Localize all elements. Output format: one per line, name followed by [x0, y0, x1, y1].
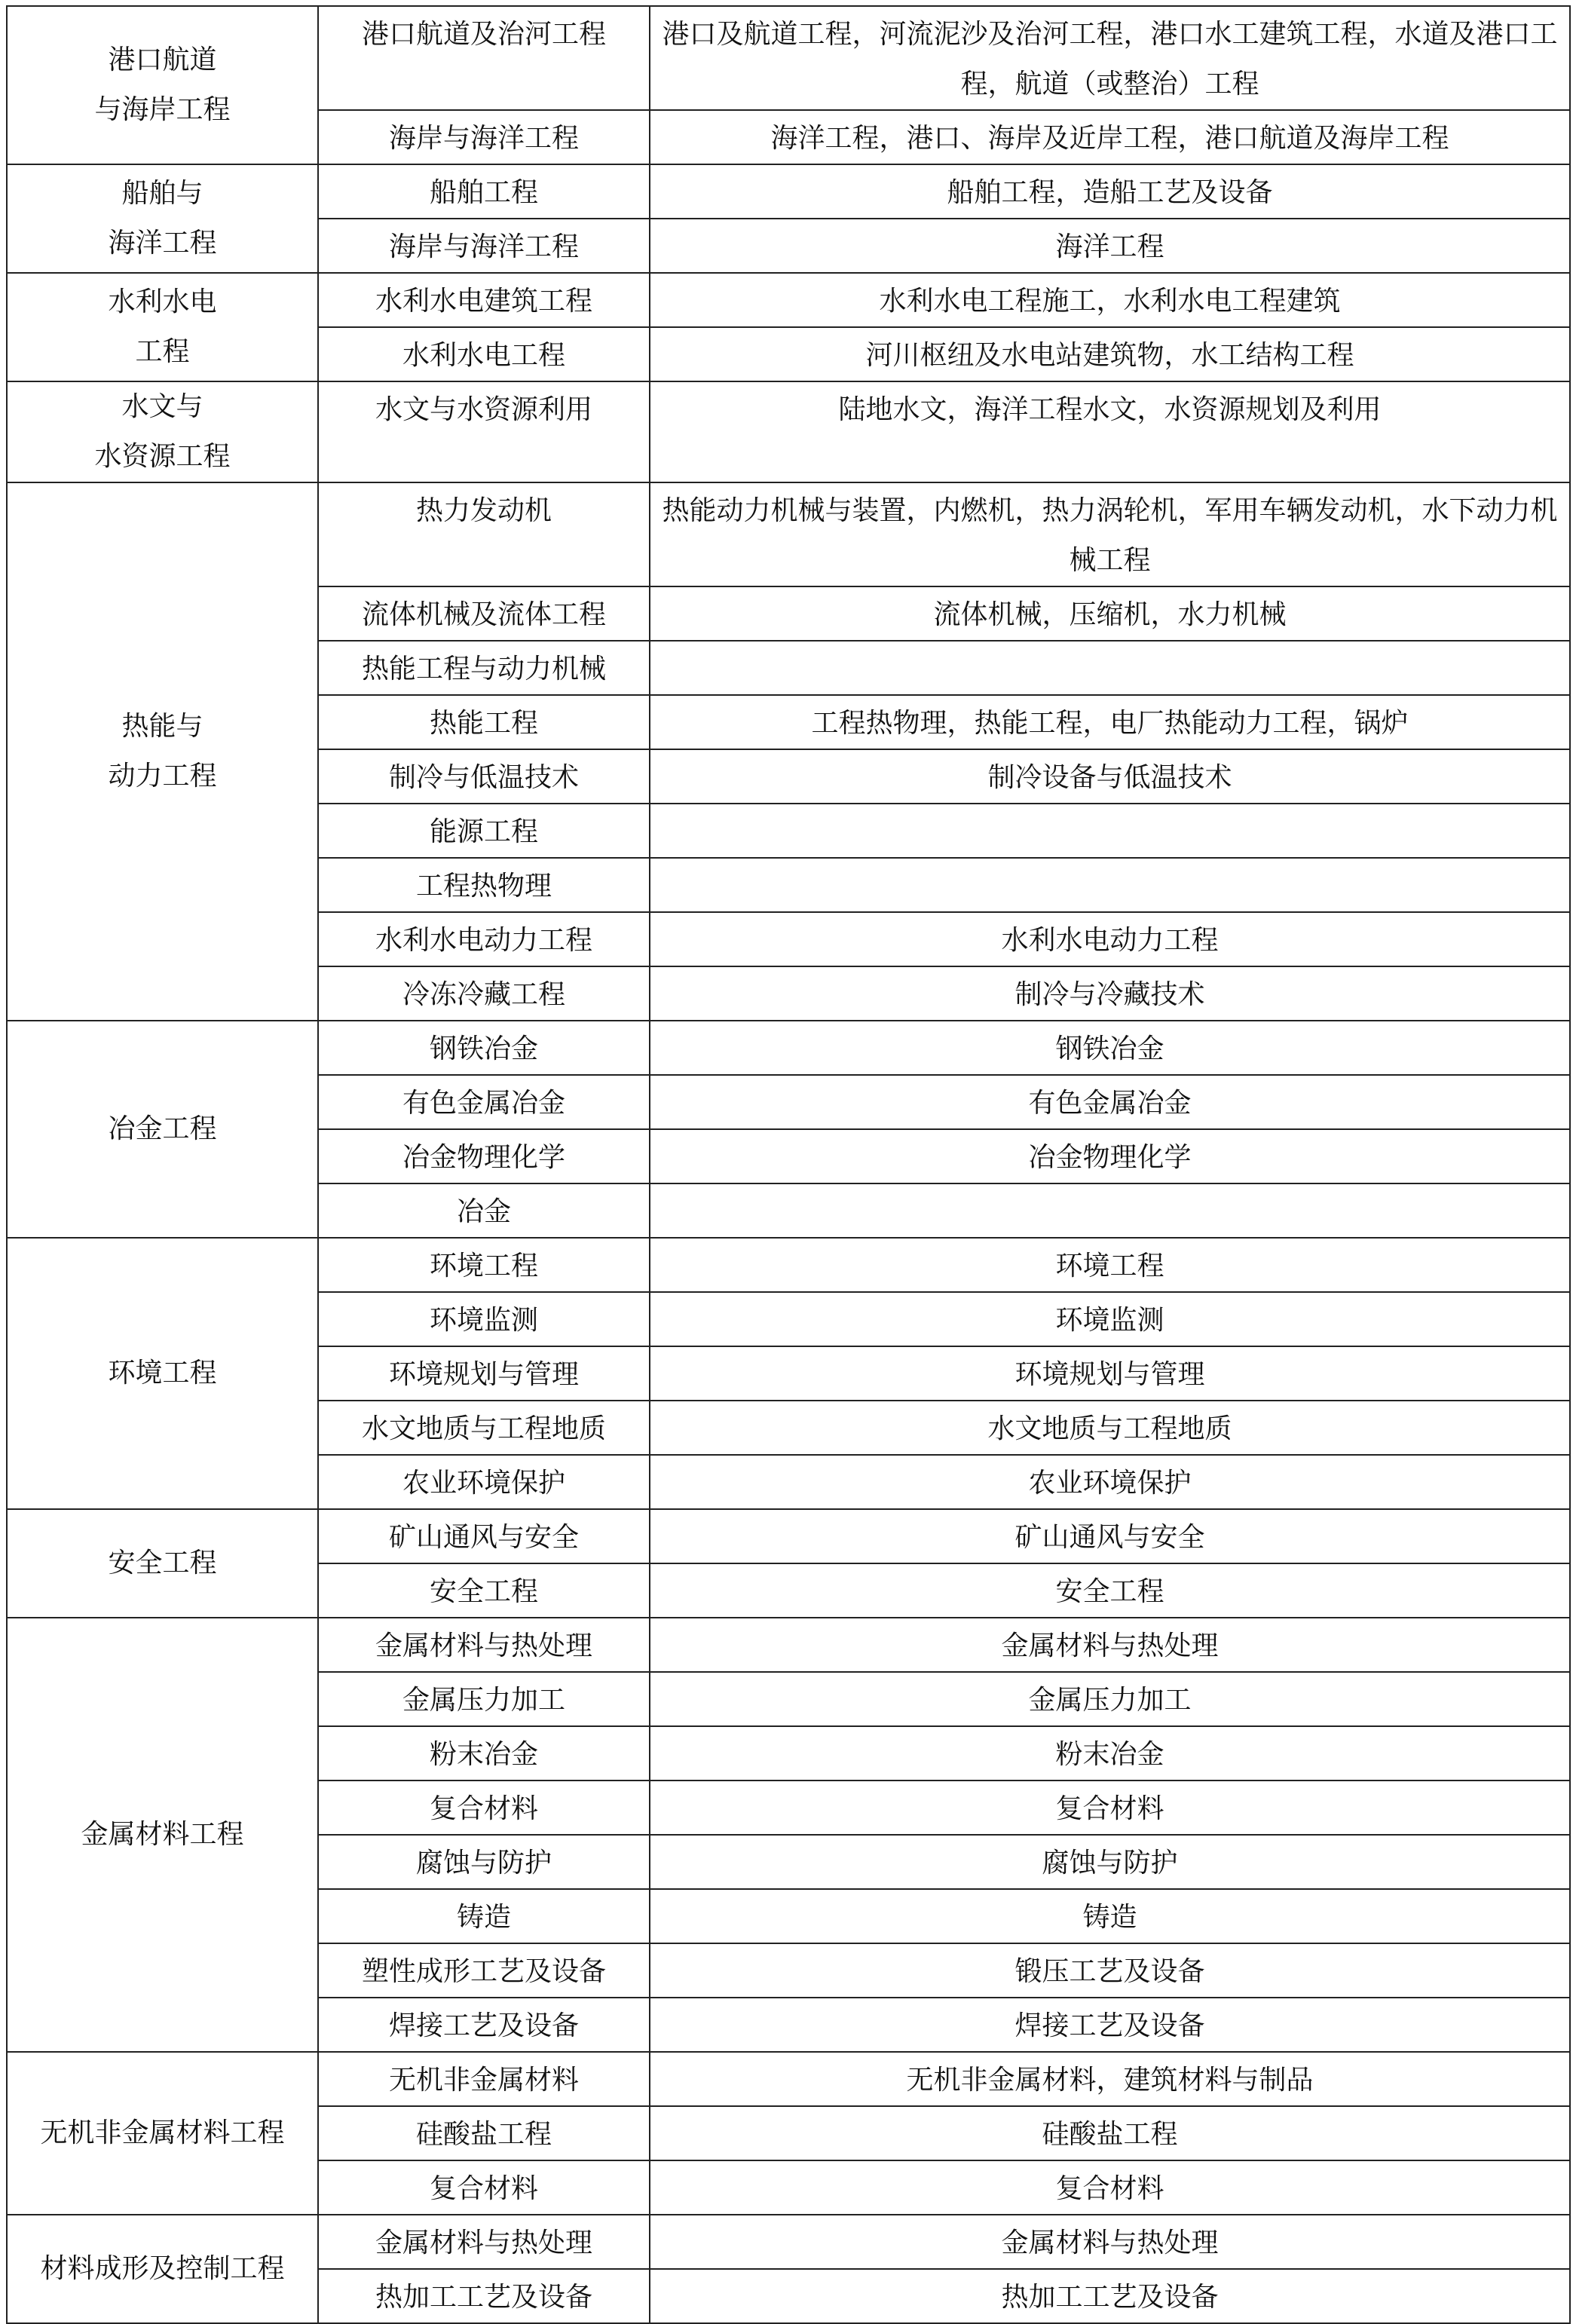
category-cell: 冶金工程 — [7, 1021, 318, 1238]
major-cell: 塑性成形工艺及设备 — [318, 1943, 650, 1998]
table-row — [7, 1509, 1570, 1563]
former-major-cell: 无机非金属材料，建筑材料与制品 — [650, 2052, 1570, 2106]
major-cell: 海岸与海洋工程 — [318, 110, 650, 164]
major-cell: 热能工程 — [318, 695, 650, 749]
major-cell: 复合材料 — [318, 1781, 650, 1835]
former-major-cell: 热加工工艺及设备 — [650, 2269, 1570, 2323]
major-cell: 热力发动机 — [318, 482, 650, 586]
major-cell: 安全工程 — [318, 1563, 650, 1618]
major-cell: 环境工程 — [318, 1238, 650, 1292]
table-row — [7, 1238, 1570, 1292]
major-cell: 流体机械及流体工程 — [318, 586, 650, 641]
table-row — [7, 1021, 1570, 1075]
major-cell: 金属材料与热处理 — [318, 2215, 650, 2269]
former-major-cell: 制冷与冷藏技术 — [650, 966, 1570, 1021]
category-cell: 港口航道 与海岸工程 — [7, 6, 318, 164]
major-cell: 热能工程与动力机械 — [318, 641, 650, 695]
table-row — [7, 164, 1570, 219]
major-cell: 农业环境保护 — [318, 1455, 650, 1509]
former-major-cell: 焊接工艺及设备 — [650, 1998, 1570, 2052]
major-cell: 船舶工程 — [318, 164, 650, 219]
former-major-cell — [650, 858, 1570, 912]
major-cell: 港口航道及治河工程 — [318, 6, 650, 110]
former-major-cell: 热能动力机械与装置，内燃机，热力涡轮机，军用车辆发动机，水下动力机械工程 — [650, 482, 1570, 586]
former-major-cell: 环境规划与管理 — [650, 1346, 1570, 1401]
major-cell: 金属材料与热处理 — [318, 1618, 650, 1672]
former-major-cell: 粉末冶金 — [650, 1726, 1570, 1781]
table-body — [7, 6, 1570, 2323]
category-cell: 环境工程 — [7, 1238, 318, 1509]
former-major-cell: 水利水电动力工程 — [650, 912, 1570, 966]
former-major-cell: 环境监测 — [650, 1292, 1570, 1346]
major-cell: 水利水电建筑工程 — [318, 273, 650, 327]
category-cell: 材料成形及控制工程 — [7, 2215, 318, 2323]
former-major-cell: 海洋工程 — [650, 219, 1570, 273]
former-major-cell: 海洋工程，港口、海岸及近岸工程，港口航道及海岸工程 — [650, 110, 1570, 164]
major-cell: 水文地质与工程地质 — [318, 1401, 650, 1455]
former-major-cell: 铸造 — [650, 1889, 1570, 1943]
former-major-cell: 水文地质与工程地质 — [650, 1401, 1570, 1455]
major-cell: 粉末冶金 — [318, 1726, 650, 1781]
table-row — [7, 6, 1570, 110]
major-cell: 复合材料 — [318, 2160, 650, 2215]
former-major-cell: 环境工程 — [650, 1238, 1570, 1292]
former-major-cell: 锻压工艺及设备 — [650, 1943, 1570, 1998]
former-major-cell: 腐蚀与防护 — [650, 1835, 1570, 1889]
table-row — [7, 273, 1570, 327]
category-cell: 安全工程 — [7, 1509, 318, 1618]
former-major-cell — [650, 804, 1570, 858]
major-cell: 热加工工艺及设备 — [318, 2269, 650, 2323]
table-row — [7, 381, 1570, 482]
former-major-cell: 港口及航道工程，河流泥沙及治河工程，港口水工建筑工程，水道及港口工程，航道（或整治）工程 — [650, 6, 1570, 110]
former-major-cell: 复合材料 — [650, 2160, 1570, 2215]
major-mapping-table — [6, 5, 1571, 2324]
major-cell: 冶金 — [318, 1183, 650, 1238]
former-major-cell: 制冷设备与低温技术 — [650, 749, 1570, 804]
major-cell: 能源工程 — [318, 804, 650, 858]
major-cell: 环境监测 — [318, 1292, 650, 1346]
category-cell: 水文与 水资源工程 — [7, 381, 318, 482]
major-cell: 铸造 — [318, 1889, 650, 1943]
major-cell: 制冷与低温技术 — [318, 749, 650, 804]
major-cell: 无机非金属材料 — [318, 2052, 650, 2106]
former-major-cell: 水利水电工程施工，水利水电工程建筑 — [650, 273, 1570, 327]
category-cell: 热能与 动力工程 — [7, 482, 318, 1021]
table-row — [7, 1618, 1570, 1672]
major-cell: 水利水电工程 — [318, 327, 650, 381]
former-major-cell: 陆地水文，海洋工程水文，水资源规划及利用 — [650, 381, 1570, 482]
former-major-cell: 矿山通风与安全 — [650, 1509, 1570, 1563]
major-cell: 水文与水资源利用 — [318, 381, 650, 482]
former-major-cell: 有色金属冶金 — [650, 1075, 1570, 1129]
category-cell: 水利水电 工程 — [7, 273, 318, 381]
former-major-cell: 冶金物理化学 — [650, 1129, 1570, 1183]
major-cell: 海岸与海洋工程 — [318, 219, 650, 273]
major-cell: 冷冻冷藏工程 — [318, 966, 650, 1021]
category-cell: 船舶与 海洋工程 — [7, 164, 318, 273]
table-row — [7, 2052, 1570, 2106]
former-major-cell: 金属材料与热处理 — [650, 2215, 1570, 2269]
former-major-cell: 复合材料 — [650, 1781, 1570, 1835]
major-cell: 冶金物理化学 — [318, 1129, 650, 1183]
category-cell: 无机非金属材料工程 — [7, 2052, 318, 2215]
former-major-cell: 金属材料与热处理 — [650, 1618, 1570, 1672]
major-cell: 工程热物理 — [318, 858, 650, 912]
major-cell: 有色金属冶金 — [318, 1075, 650, 1129]
former-major-cell: 工程热物理，热能工程，电厂热能动力工程，锅炉 — [650, 695, 1570, 749]
major-cell: 水利水电动力工程 — [318, 912, 650, 966]
major-cell: 金属压力加工 — [318, 1672, 650, 1726]
former-major-cell: 钢铁冶金 — [650, 1021, 1570, 1075]
major-cell: 钢铁冶金 — [318, 1021, 650, 1075]
former-major-cell: 船舶工程，造船工艺及设备 — [650, 164, 1570, 219]
major-cell: 矿山通风与安全 — [318, 1509, 650, 1563]
former-major-cell: 安全工程 — [650, 1563, 1570, 1618]
major-cell: 腐蚀与防护 — [318, 1835, 650, 1889]
major-cell: 硅酸盐工程 — [318, 2106, 650, 2160]
former-major-cell — [650, 641, 1570, 695]
major-cell: 焊接工艺及设备 — [318, 1998, 650, 2052]
category-cell: 金属材料工程 — [7, 1618, 318, 2052]
major-cell: 环境规划与管理 — [318, 1346, 650, 1401]
former-major-cell: 河川枢纽及水电站建筑物，水工结构工程 — [650, 327, 1570, 381]
former-major-cell: 金属压力加工 — [650, 1672, 1570, 1726]
table-row — [7, 482, 1570, 586]
table-row — [7, 2215, 1570, 2269]
former-major-cell: 流体机械，压缩机，水力机械 — [650, 586, 1570, 641]
former-major-cell — [650, 1183, 1570, 1238]
former-major-cell: 硅酸盐工程 — [650, 2106, 1570, 2160]
former-major-cell: 农业环境保护 — [650, 1455, 1570, 1509]
